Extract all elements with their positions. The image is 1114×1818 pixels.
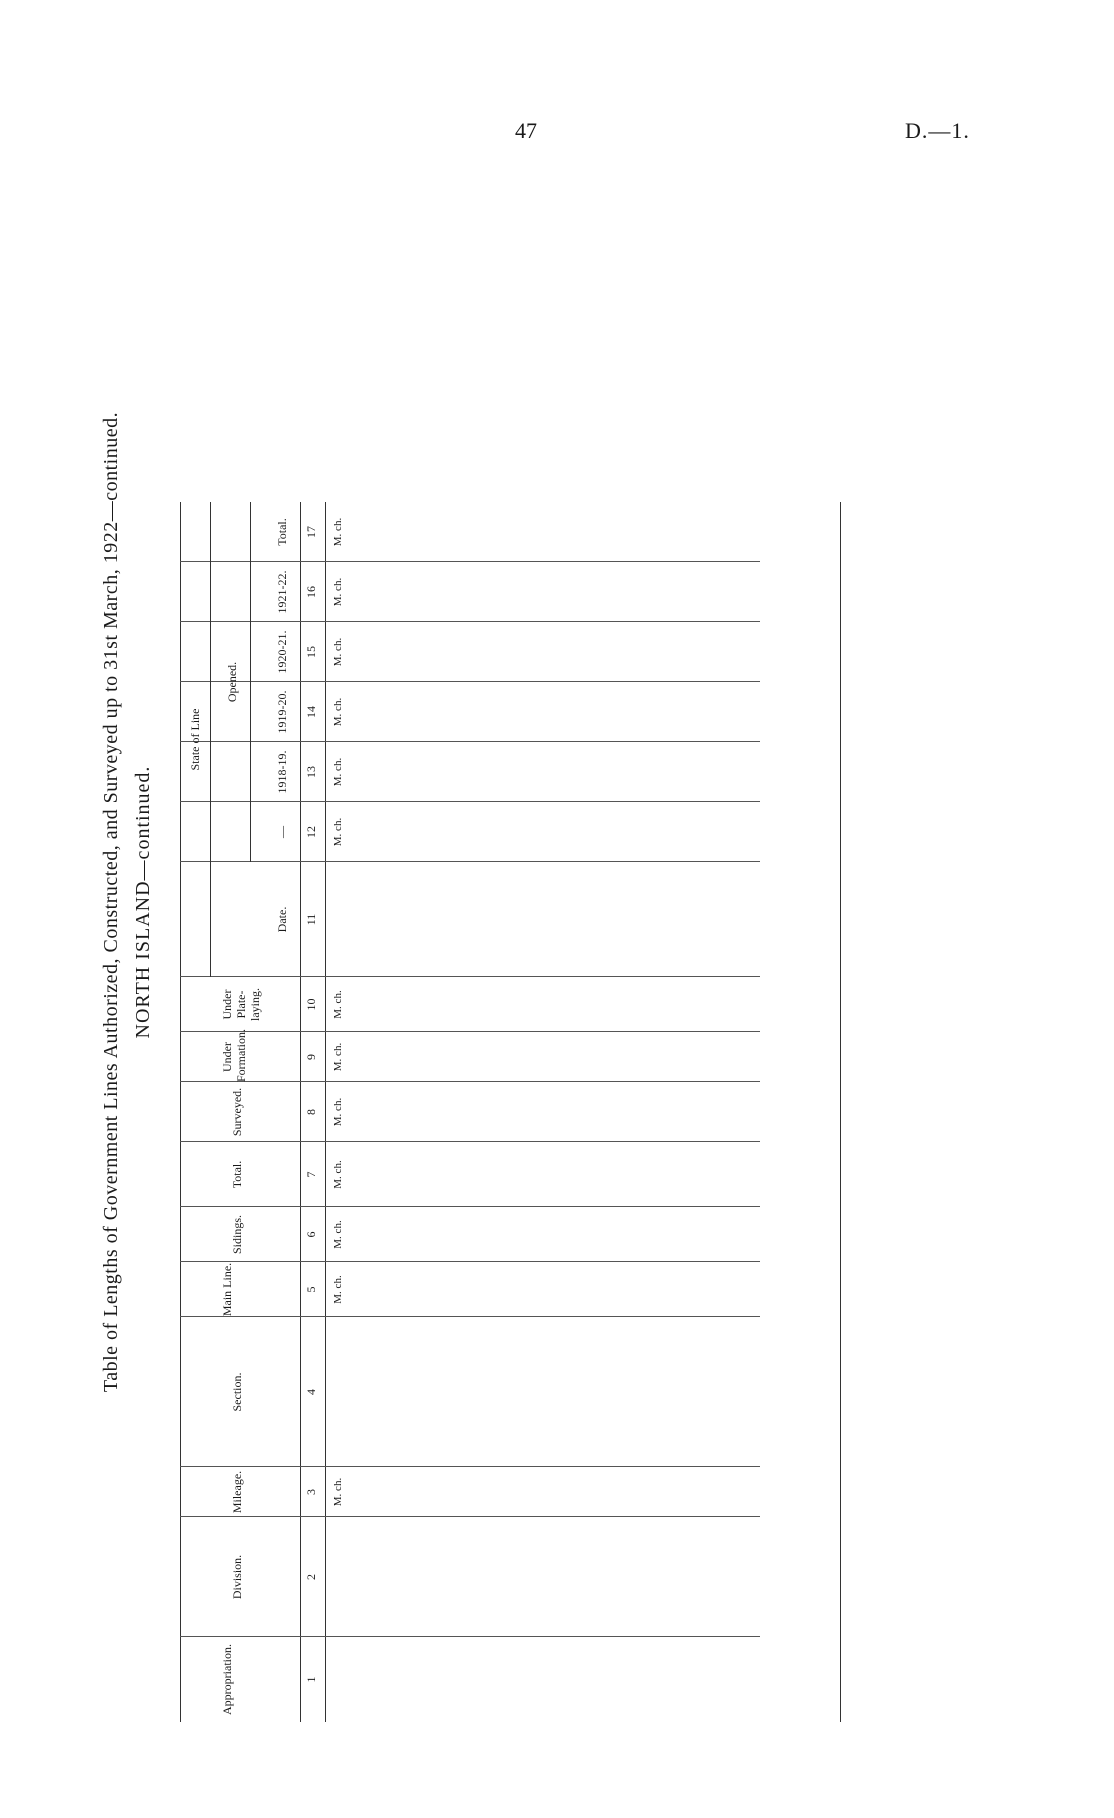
table-title: Table of Lengths of Government Lines Authorized, Constructed, and Surveyed up to 31st March, 1922—continued. xyxy=(100,411,122,1393)
table-subtitle: NORTH ISLAND—continued. xyxy=(132,765,154,1039)
page-number: 47 xyxy=(515,118,537,143)
column-number: 16 xyxy=(304,586,318,598)
header-state-of-line: State of Line xyxy=(188,708,202,771)
header-total: Total. xyxy=(230,1160,244,1189)
header-opened: Opened. xyxy=(225,661,239,703)
units-label: M. ch. xyxy=(332,637,344,667)
table-top-rule xyxy=(180,502,181,1722)
header-mileage: Mileage. xyxy=(230,1470,244,1514)
column-rule xyxy=(180,861,760,862)
col-number-rule xyxy=(325,502,326,1722)
column-rule xyxy=(180,561,760,562)
header-date: Date. xyxy=(275,906,289,933)
table-bottom-rule xyxy=(840,502,841,1722)
column-rule xyxy=(180,1031,760,1032)
column-number: 5 xyxy=(304,1286,318,1293)
column-number: 2 xyxy=(304,1574,318,1580)
column-rule xyxy=(180,1516,760,1517)
units-label: M. ch. xyxy=(332,517,344,547)
column-rule xyxy=(180,621,760,622)
column-number: 1 xyxy=(304,1676,318,1683)
column-rule xyxy=(180,1141,760,1142)
header-division: Division. xyxy=(230,1554,244,1600)
units-label: M. ch. xyxy=(332,817,344,847)
units-label: M. ch. xyxy=(332,1275,344,1304)
units-label: M. ch. xyxy=(332,1220,344,1249)
header-1919-20: 1919-20. xyxy=(275,690,289,734)
units-label: M. ch. xyxy=(332,1097,344,1127)
column-number: 11 xyxy=(304,913,318,926)
header-surveyed: Surveyed. xyxy=(230,1087,244,1137)
rotated-table xyxy=(100,82,860,1722)
header-sidings: Sidings. xyxy=(230,1215,244,1255)
column-rule xyxy=(180,681,760,682)
column-number: 9 xyxy=(304,1054,318,1060)
units-label: M. ch. xyxy=(332,577,344,607)
header-1918-19: 1918-19. xyxy=(275,750,289,794)
header-appropriation: Appropriation. xyxy=(220,1644,234,1715)
units-label: M. ch. xyxy=(332,697,344,727)
column-rule xyxy=(180,1081,760,1082)
column-rule xyxy=(180,1466,760,1467)
header-main-line: Main Line. xyxy=(220,1262,234,1317)
column-rule xyxy=(180,1206,760,1207)
column-rule xyxy=(180,1261,760,1262)
document-reference: D.—1. xyxy=(905,118,970,143)
header-bottom-rule xyxy=(300,502,301,1722)
column-number: 6 xyxy=(304,1231,318,1238)
column-rule xyxy=(180,1316,760,1317)
column-rule xyxy=(180,976,760,977)
units-label: M. ch. xyxy=(332,1477,344,1507)
header-under-platelaying: Under Plate-laying. xyxy=(220,988,262,1021)
units-label: M. ch. xyxy=(332,757,344,787)
column-rule xyxy=(180,801,760,802)
column-number: 4 xyxy=(304,1389,318,1395)
units-label: M. ch. xyxy=(332,1042,344,1072)
header-dash: — xyxy=(275,826,289,838)
column-number: 14 xyxy=(304,706,318,718)
column-number: 17 xyxy=(304,526,318,538)
opened-rule xyxy=(250,502,251,862)
column-number: 10 xyxy=(304,998,318,1011)
header-under-formation: Under Formation. xyxy=(220,1029,248,1082)
column-rule xyxy=(180,741,760,742)
column-number: 7 xyxy=(304,1171,318,1178)
column-number: 15 xyxy=(304,646,318,658)
header-total-17: Total. xyxy=(275,518,289,546)
header-1920-21: 1920-21. xyxy=(275,630,289,674)
header-1921-22: 1921-22. xyxy=(275,570,289,614)
column-number: 13 xyxy=(304,766,318,778)
column-rule xyxy=(180,1636,760,1637)
column-number: 3 xyxy=(304,1489,318,1495)
state-of-line-rule xyxy=(210,502,211,977)
column-number: 8 xyxy=(304,1109,318,1115)
header-section: Section. xyxy=(230,1372,244,1412)
units-label: M. ch. xyxy=(332,1160,344,1189)
units-label: M. ch. xyxy=(332,990,344,1019)
column-number: 12 xyxy=(304,826,318,838)
